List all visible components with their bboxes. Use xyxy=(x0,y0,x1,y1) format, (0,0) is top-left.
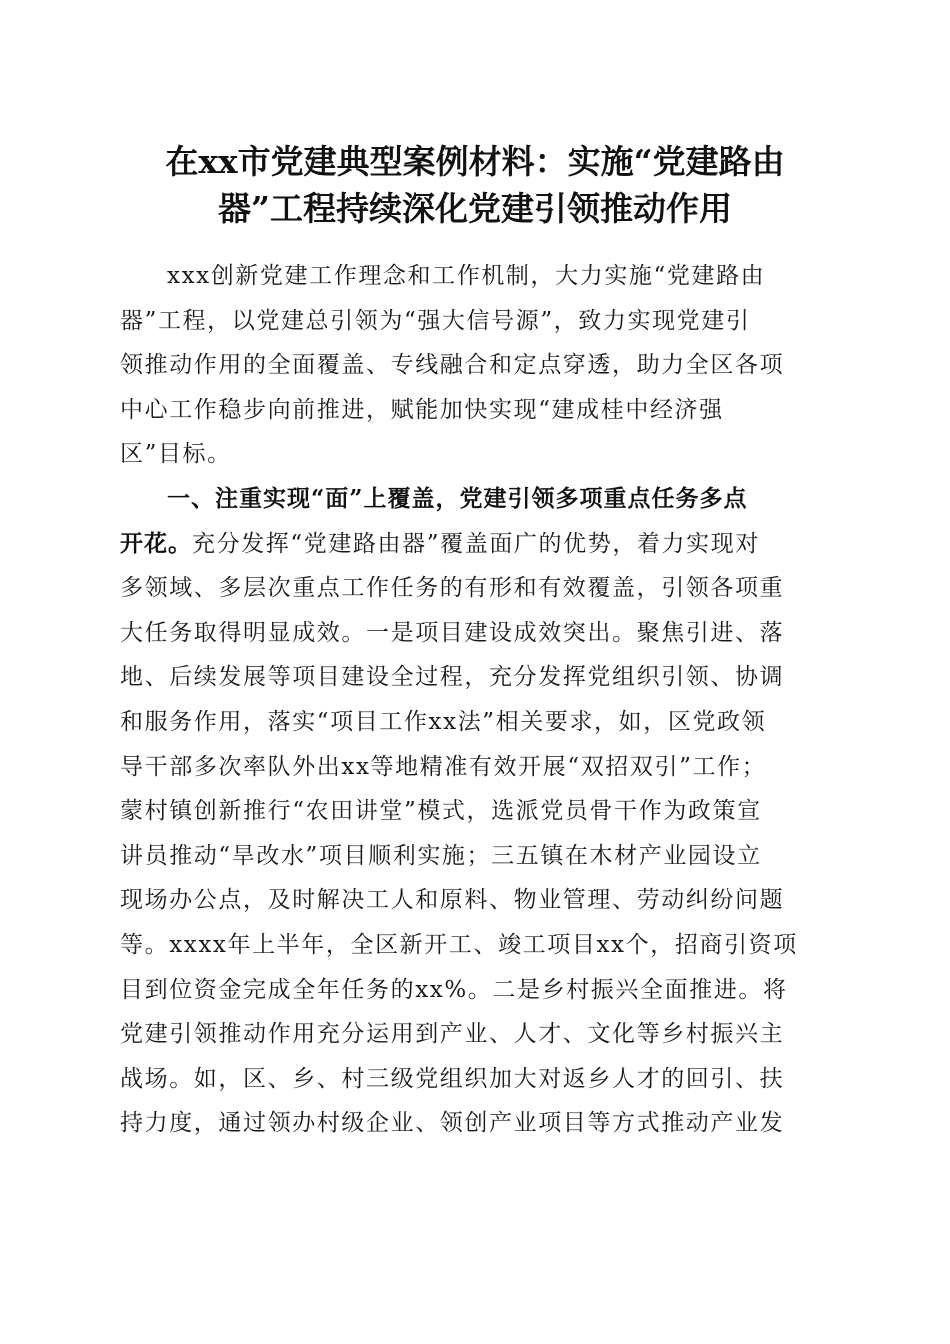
section-text-run: 充分发挥“党建路由器”覆盖面广的优势，着力实现对 xyxy=(192,530,760,557)
text-line: 地、后续发展等项目建设全过程，充分发挥党组织引领、协调 xyxy=(120,664,785,691)
text-line: 等。xxxx年上半年，全区新开工、竣工项目xx个，招商引资项 xyxy=(120,931,798,958)
section-heading-tail: 开花。 xyxy=(120,529,192,557)
text-line: 大任务取得明显成效。一是项目建设成效突出。聚焦引进、落 xyxy=(120,619,785,646)
text-line: 多领域、多层次重点工作任务的有形和有效覆盖，引领各项重 xyxy=(120,575,785,602)
title-line-1: 在xx市党建典型案例材料：实施“党建路由 xyxy=(165,142,785,181)
text-line: 持力度，通过领办村级企业、领创产业项目等方式推动产业发 xyxy=(120,1110,785,1137)
document-body xyxy=(120,254,826,1146)
text-line: 导干部多次率队外出xx等地精准有效开展“双招双引”工作； xyxy=(120,753,767,780)
text-line: 党建引领推动作用充分运用到产业、人才、文化等乡村振兴主 xyxy=(120,1021,785,1048)
intro-paragraph xyxy=(120,254,826,477)
text-line: 中心工作稳步向前推进，赋能加快实现“建成桂中经济强 xyxy=(120,396,724,423)
section-heading-line: 一、注重实现“面”上覆盖，党建引领多项重点任务多点 xyxy=(167,484,748,512)
text-line: 战场。如，区、乡、村三级党组织加大对返乡人才的回引、扶 xyxy=(120,1065,785,1092)
title-line-2: 器”工程持续深化党建引领推动作用 xyxy=(218,189,732,228)
section-one-paragraph xyxy=(120,477,826,1146)
text-line: 现场办公点，及时解决工人和原料、物业管理、劳动纠纷问题 xyxy=(120,887,785,914)
text-line: 蒙村镇创新推行“农田讲堂”模式，选派党员骨干作为政策宣 xyxy=(120,798,762,825)
text-line: 讲员推动“旱改水”项目顺利实施；三五镇在木材产业园设立 xyxy=(120,842,762,869)
text-line: xxx创新党建工作理念和工作机制，大力实施“党建路由 xyxy=(167,263,766,289)
text-line: 和服务作用，落实“项目工作xx法”相关要求，如，区党政领 xyxy=(120,708,767,735)
text-line xyxy=(120,522,826,567)
text-line: 器”工程，以党建总引领为“强大信号源”，致力实现党建引 xyxy=(120,307,751,334)
text-line: 领推动作用的全面覆盖、专线融合和定点穿透，助力全区各项 xyxy=(120,352,785,379)
text-line: 区”目标。 xyxy=(120,441,232,468)
text-line: 目到位资金完成全年任务的xx%。二是乡村振兴全面推进。将 xyxy=(120,976,788,1003)
document-title xyxy=(110,138,840,232)
